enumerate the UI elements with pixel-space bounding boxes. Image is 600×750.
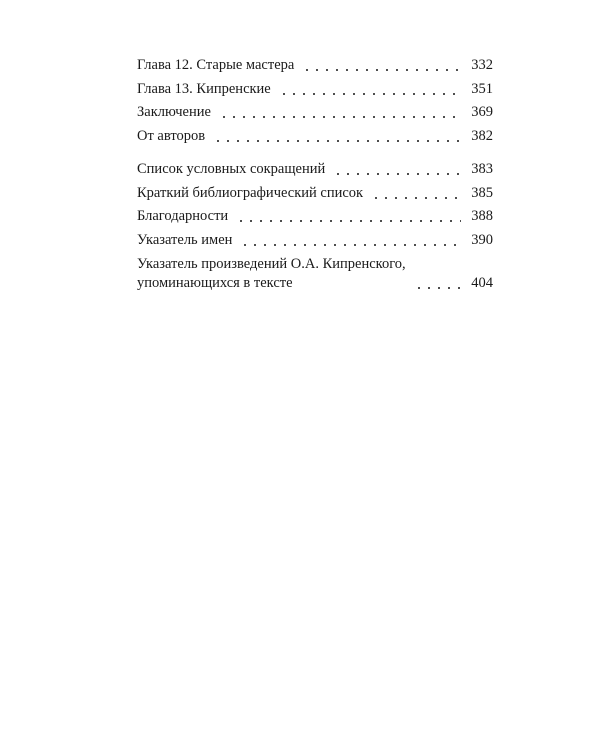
toc-entry-chapter-12[interactable] (137, 56, 493, 75)
toc-entry-page: 332 (471, 57, 493, 73)
dot-leader (236, 220, 461, 222)
toc-entry-title-line-2: упоминающихся в тексте (137, 274, 293, 291)
toc-entry-title: Глава 12. Старые мастера (137, 57, 295, 73)
table-of-contents (137, 56, 493, 298)
dot-leader (279, 93, 461, 95)
toc-entry-page: 390 (471, 232, 493, 249)
toc-entry-title-line-1: Указатель произведений О.А. Кипренского, (137, 255, 406, 272)
toc-entry-abbreviations[interactable] (137, 160, 493, 179)
dot-leader (414, 287, 461, 289)
toc-entry-title: Краткий библиографический список (137, 184, 364, 201)
toc-group-chapters (137, 56, 493, 146)
toc-entry-chapter-13[interactable] (137, 80, 493, 99)
dot-leader (302, 69, 461, 71)
toc-entry-page: 351 (471, 80, 493, 97)
toc-entry-page: 385 (471, 184, 493, 201)
toc-entry-conclusion[interactable] (137, 103, 493, 122)
toc-entry-title: Заключение (137, 104, 211, 121)
dot-leader (371, 197, 461, 199)
dot-leader (219, 116, 461, 118)
dot-leader (240, 244, 461, 246)
toc-entry-page: 369 (471, 104, 493, 121)
toc-entry-works-index[interactable] (137, 255, 493, 293)
toc-entry-title (137, 255, 406, 293)
toc-entry-name-index[interactable] (137, 231, 493, 250)
toc-entry-from-authors[interactable] (137, 127, 493, 146)
toc-entry-page: 382 (471, 128, 493, 145)
toc-entry-title: Список условных сокращений (137, 161, 326, 178)
toc-entry-title: От авторов (137, 128, 206, 145)
dot-leader (333, 173, 461, 175)
toc-entry-page: 388 (471, 208, 493, 225)
toc-entry-title: Указатель имен (137, 232, 233, 249)
toc-entry-page: 404 (471, 274, 493, 291)
toc-entry-title: Благодарности (137, 208, 229, 225)
toc-entry-bibliography[interactable] (137, 184, 493, 203)
toc-entry-page: 383 (471, 161, 493, 178)
toc-group-appendices (137, 160, 493, 293)
dot-leader (213, 140, 461, 142)
toc-entry-acknowledgements[interactable] (137, 207, 493, 226)
toc-entry-title: Глава 13. Кипренские (137, 80, 271, 97)
